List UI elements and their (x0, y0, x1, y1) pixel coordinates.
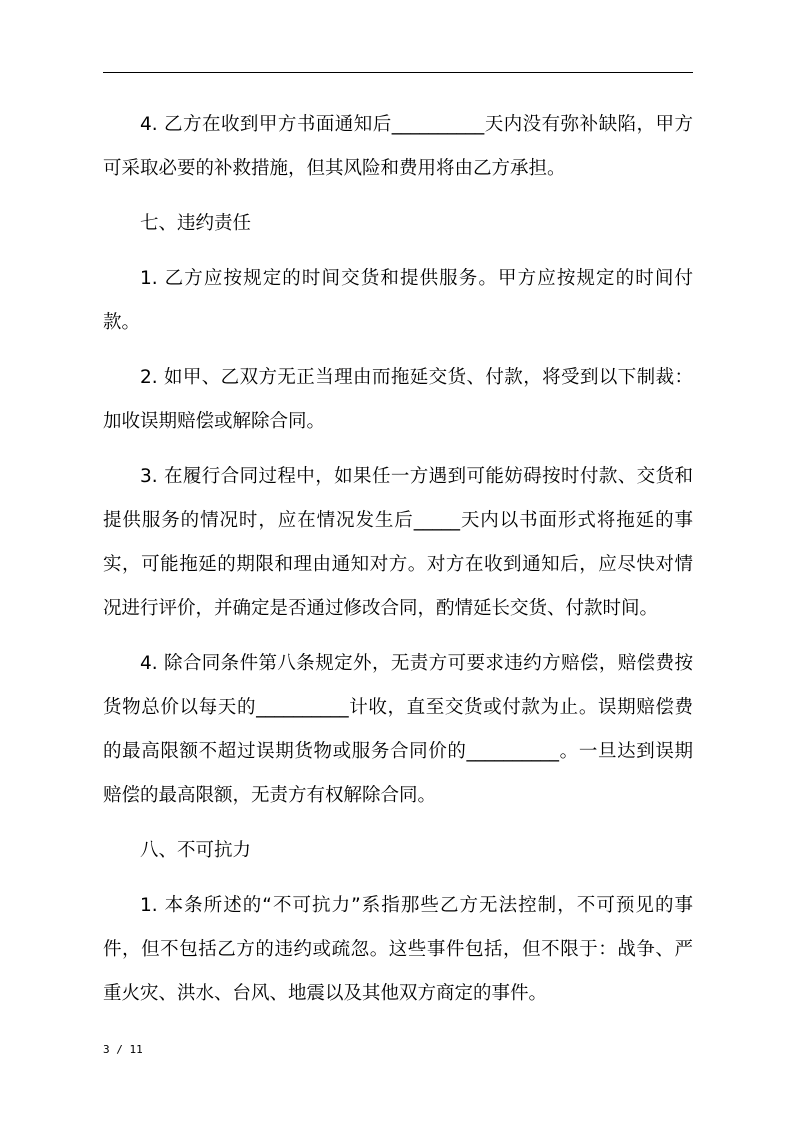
paragraph-clause-3-delay-notice: 3. 在履行合同过程中，如果任一方遇到可能妨碍按时付款、交货和提供服务的情况时，应在情况发生后_____天内以书面形式将拖延的事实，可能拖延的期限和理由通知对方。对方在收到通知后，应尽快对情况进行评价，并确定是否通过修改合同，酌情延长交货、付款时间。 (103, 466, 693, 619)
section-heading-breach-liability: 七、违约责任 (140, 213, 252, 234)
paragraph-clause-4-defect-remedy: 4. 乙方在收到甲方书面通知后__________天内没有弥补缺陷，甲方可采取必要的补救措施，但其风险和费用将由乙方承担。 (103, 114, 693, 179)
page-number: 3 / 11 (103, 1043, 143, 1056)
paragraph-clause-2-delay-sanctions: 2. 如甲、乙双方无正当理由而拖延交货、付款，将受到以下制裁：加收误期赔偿或解除合同。 (103, 367, 693, 432)
paragraph-clause-1-force-majeure-definition: 1. 本条所述的“不可抗力”系指那些乙方无法控制，不可预见的事件，但不包括乙方的违约或疏忽。这些事件包括，但不限于：战争、严重火灾、洪水、台风、地震以及其他双方商定的事件。 (103, 895, 693, 1004)
header-divider (103, 72, 693, 73)
section-heading-force-majeure: 八、不可抗力 (140, 840, 252, 861)
paragraph-clause-4-liquidated-damages: 4. 除合同条件第八条规定外，无责方可要求违约方赔偿，赔偿费按货物总价以每天的__________计收，直至交货或付款为止。误期赔偿费的最高限额不超过误期货物或服务合同价的__________。一旦达到误期赔偿的最高限额，无责方有权解除合同。 (103, 653, 693, 806)
paragraph-clause-1-timely-delivery: 1. 乙方应按规定的时间交货和提供服务。甲方应按规定的时间付款。 (103, 268, 693, 333)
document-body (103, 103, 693, 1027)
